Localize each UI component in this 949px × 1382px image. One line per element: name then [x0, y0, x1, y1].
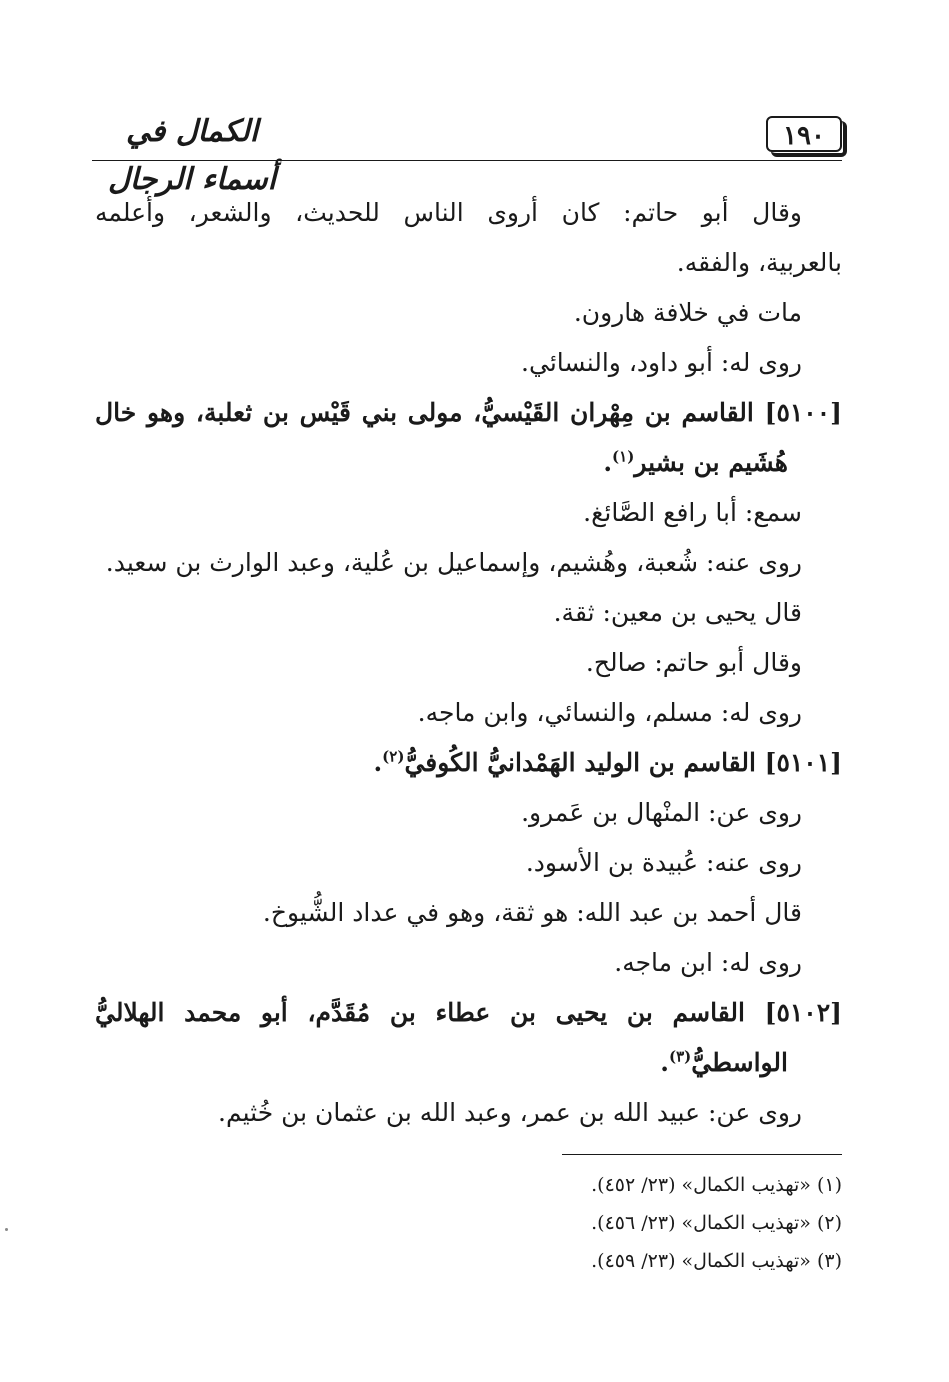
text-line: وقال أبو حاتم: صالح.: [585, 648, 802, 677]
footnote-2: (٢) «تهذيب الكمال» (٢٣/ ٤٥٦).: [591, 1212, 842, 1234]
book-title: الكمال في أسماء الرجال: [107, 114, 277, 197]
entry-heading-5101: [95, 738, 842, 788]
entry-text: [٥١٠١] القاسم بن الوليد الهَمْدانيُّ الكُوفيُّ: [404, 748, 842, 777]
body-text: [95, 188, 842, 1138]
page-header: [92, 100, 842, 197]
text-line: قال أحمد بن عبد الله: هو ثقة، وهو في عداد الشُّيوخ.: [262, 898, 802, 927]
text-line: قال يحيى بن معين: ثقة.: [553, 598, 802, 627]
footnote-ref[interactable]: (٢): [382, 747, 405, 766]
text-line: سمع: أبا رافع الصَّائغ.: [583, 498, 802, 527]
footnote-ref[interactable]: (٣): [669, 1047, 692, 1066]
footnote-1: (١) «تهذيب الكمال» (٢٣/ ٤٥٢).: [591, 1174, 842, 1196]
period: .: [373, 748, 383, 777]
text-line: بالعربية، والفقه.: [676, 248, 842, 277]
text-line: روى له: ابن ماجه.: [614, 948, 802, 977]
period: .: [603, 448, 613, 477]
footnote-ref[interactable]: (١): [612, 447, 635, 466]
period: .: [660, 1048, 669, 1077]
header-rule: [92, 160, 842, 161]
entry-heading-5100: [٥١٠٠] القاسم بن مِهْران القَيْسيُّ، مولى بني قَيْس بن ثعلبة، وهو خال: [95, 398, 842, 427]
page-number: ١٩٠: [766, 116, 842, 152]
footnote-rule: [562, 1154, 842, 1155]
text-line: وقال أبو حاتم: كان أروى الناس للحديث، والشعر، وأعلمه: [95, 198, 802, 227]
entry-heading-5100-cont: [95, 438, 842, 488]
text-line: روى عن: عبيد الله بن عمر، وعبد الله بن عثمان بن خُثيم.: [218, 1098, 802, 1127]
footnote-3: (٣) «تهذيب الكمال» (٢٣/ ٤٥٩).: [591, 1250, 842, 1272]
text-line: روى له: أبو داود، والنسائي.: [521, 348, 802, 377]
entry-heading-5102: [٥١٠٢] القاسم بن يحيى بن عطاء بن مُقَدَّم، أبو محمد الهلاليُّ: [95, 998, 842, 1027]
entry-heading-5102-cont: [95, 1038, 842, 1088]
text-line: مات في خلافة هارون.: [573, 298, 802, 327]
scan-mark: [5, 1228, 8, 1231]
footnotes: [95, 1166, 842, 1280]
text-line: روى له: مسلم، والنسائي، وابن ماجه.: [417, 698, 802, 727]
entry-text: هُشَيم بن بشير: [634, 448, 788, 477]
text-line: روى عن: المنْهال بن عَمرو.: [521, 798, 802, 827]
text-line: روى عنه: شُعبة، وهُشيم، وإسماعيل بن عُلية، وعبد الوارث بن سعيد.: [105, 548, 802, 577]
entry-text: الواسطيُّ: [691, 1048, 788, 1077]
text-line: روى عنه: عُبيدة بن الأسود.: [525, 848, 802, 877]
